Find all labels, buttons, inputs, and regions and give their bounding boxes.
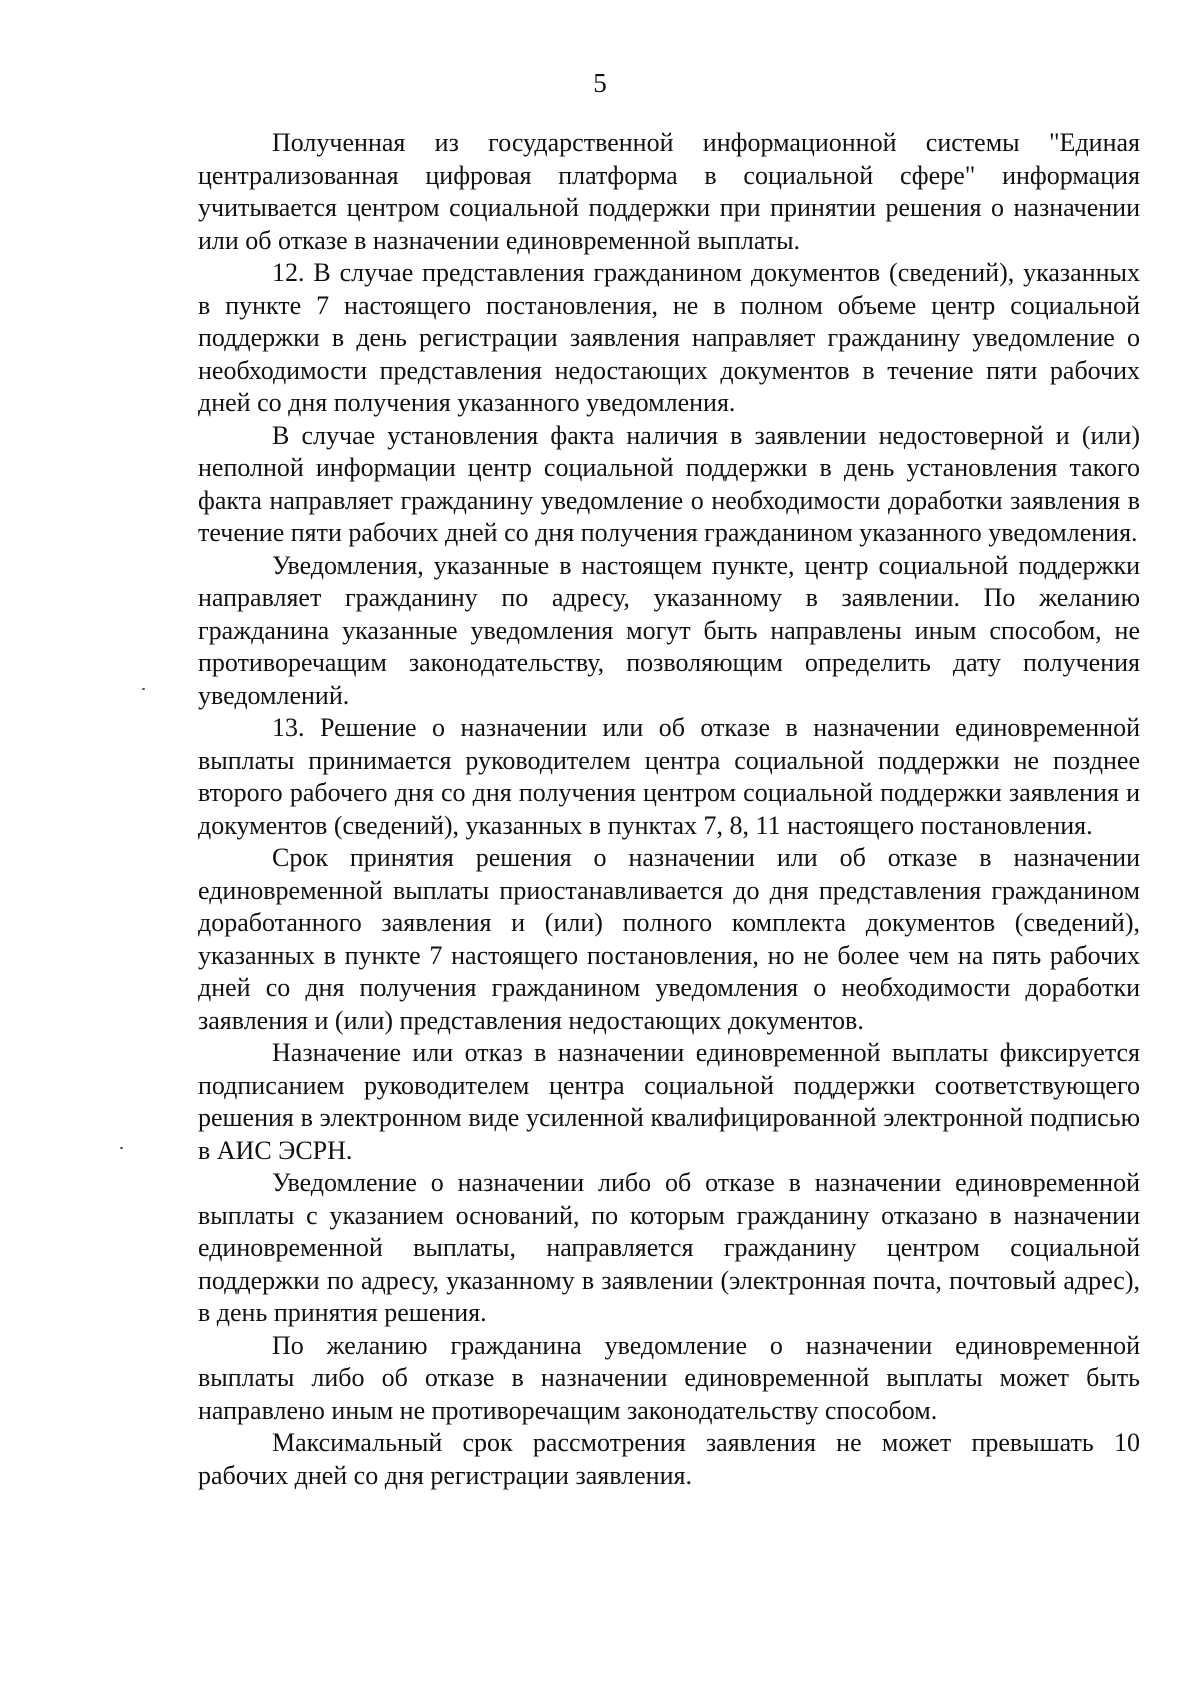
paragraph-egisso-info: Полученная из государственной информационной системы "Единая централизованная цифровая платформа в социальной сфере" информация учитывается центром социальной поддержки при принятии решения о назначении или об отказе в назначении единовременной выплаты. [198, 128, 1140, 255]
paragraph-notifications-delivery: Уведомления, указанные в настоящем пункте, центр социальной поддержки направляет гражданину по адресу, указанному в заявлении. По желанию гражданина указанные уведомления могут быть направлены иным способом, не противоречащим законодательству, позволяющим определить дату получения уведомлений. [198, 550, 1140, 710]
paragraph-item-12: 12. В случае представления гражданином документов (сведений), указанных в пункте 7 настоящего постановления, не в полном объеме центр социальной поддержки в день регистрации заявления направляет гражданину уведомление о необходимости представления недостающих документов в течение пяти рабочих дней со дня получения указанного уведомления. [198, 258, 1140, 417]
scan-speck [120, 1147, 123, 1149]
scan-speck [142, 688, 145, 690]
paragraph-max-term: Максимальный срок рассмотрения заявления не может превышать 10 рабочих дней со дня регистрации заявления. [198, 1428, 1140, 1490]
paragraph-decision-deadline: Срок принятия решения о назначении или об отказе в назначении единовременной выплаты приостанавливается до дня представления гражданином доработанного заявления и (или) полного комплекта документов (сведений), указанных в пункте 7 настоящего постановления, но не более чем на пять рабочих дней со дня получения гражданином уведомления о необходимости доработки заявления и (или) представления недостающих документов. [198, 843, 1140, 1035]
paragraph-decision-signature: Назначение или отказ в назначении единовременной выплаты фиксируется подписанием руководителем центра социальной поддержки соответствующего решения в электронном виде усиленной квалифицированной электронной подписью в АИС ЭСРН. [198, 1038, 1140, 1165]
document-body [198, 127, 1140, 1492]
paragraph-alternative-delivery: По желанию гражданина уведомление о назначении единовременной выплаты либо об отказе в назначении единовременной выплаты может быть направлено иным не противоречащим законодательству способом. [198, 1330, 1140, 1425]
paragraph-decision-notice: Уведомление о назначении либо об отказе в назначении единовременной выплаты с указанием оснований, по которым гражданину отказано в назначении единовременной выплаты, направляется гражданину центром социальной поддержки по адресу, указанному в заявлении (электронная почта, почтовый адрес), в день принятия решения. [198, 1168, 1140, 1327]
paragraph-incomplete-info: В случае установления факта наличия в заявлении недостоверной и (или) неполной информации центр социальной поддержки в день установления такого факта направляет гражданину уведомление о необходимости доработки заявления в течение пяти рабочих дней со дня получения гражданином указанного уведомления. [198, 420, 1140, 547]
page-number: 5 [593, 68, 607, 98]
paragraph-item-13: 13. Решение о назначении или об отказе в назначении единовременной выплаты принимается руководителем центра социальной поддержки не позднее второго рабочего дня со дня получения центром социальной поддержки заявления и документов (сведений), указанных в пунктах 7, 8, 11 настоящего постановления. [198, 713, 1140, 840]
